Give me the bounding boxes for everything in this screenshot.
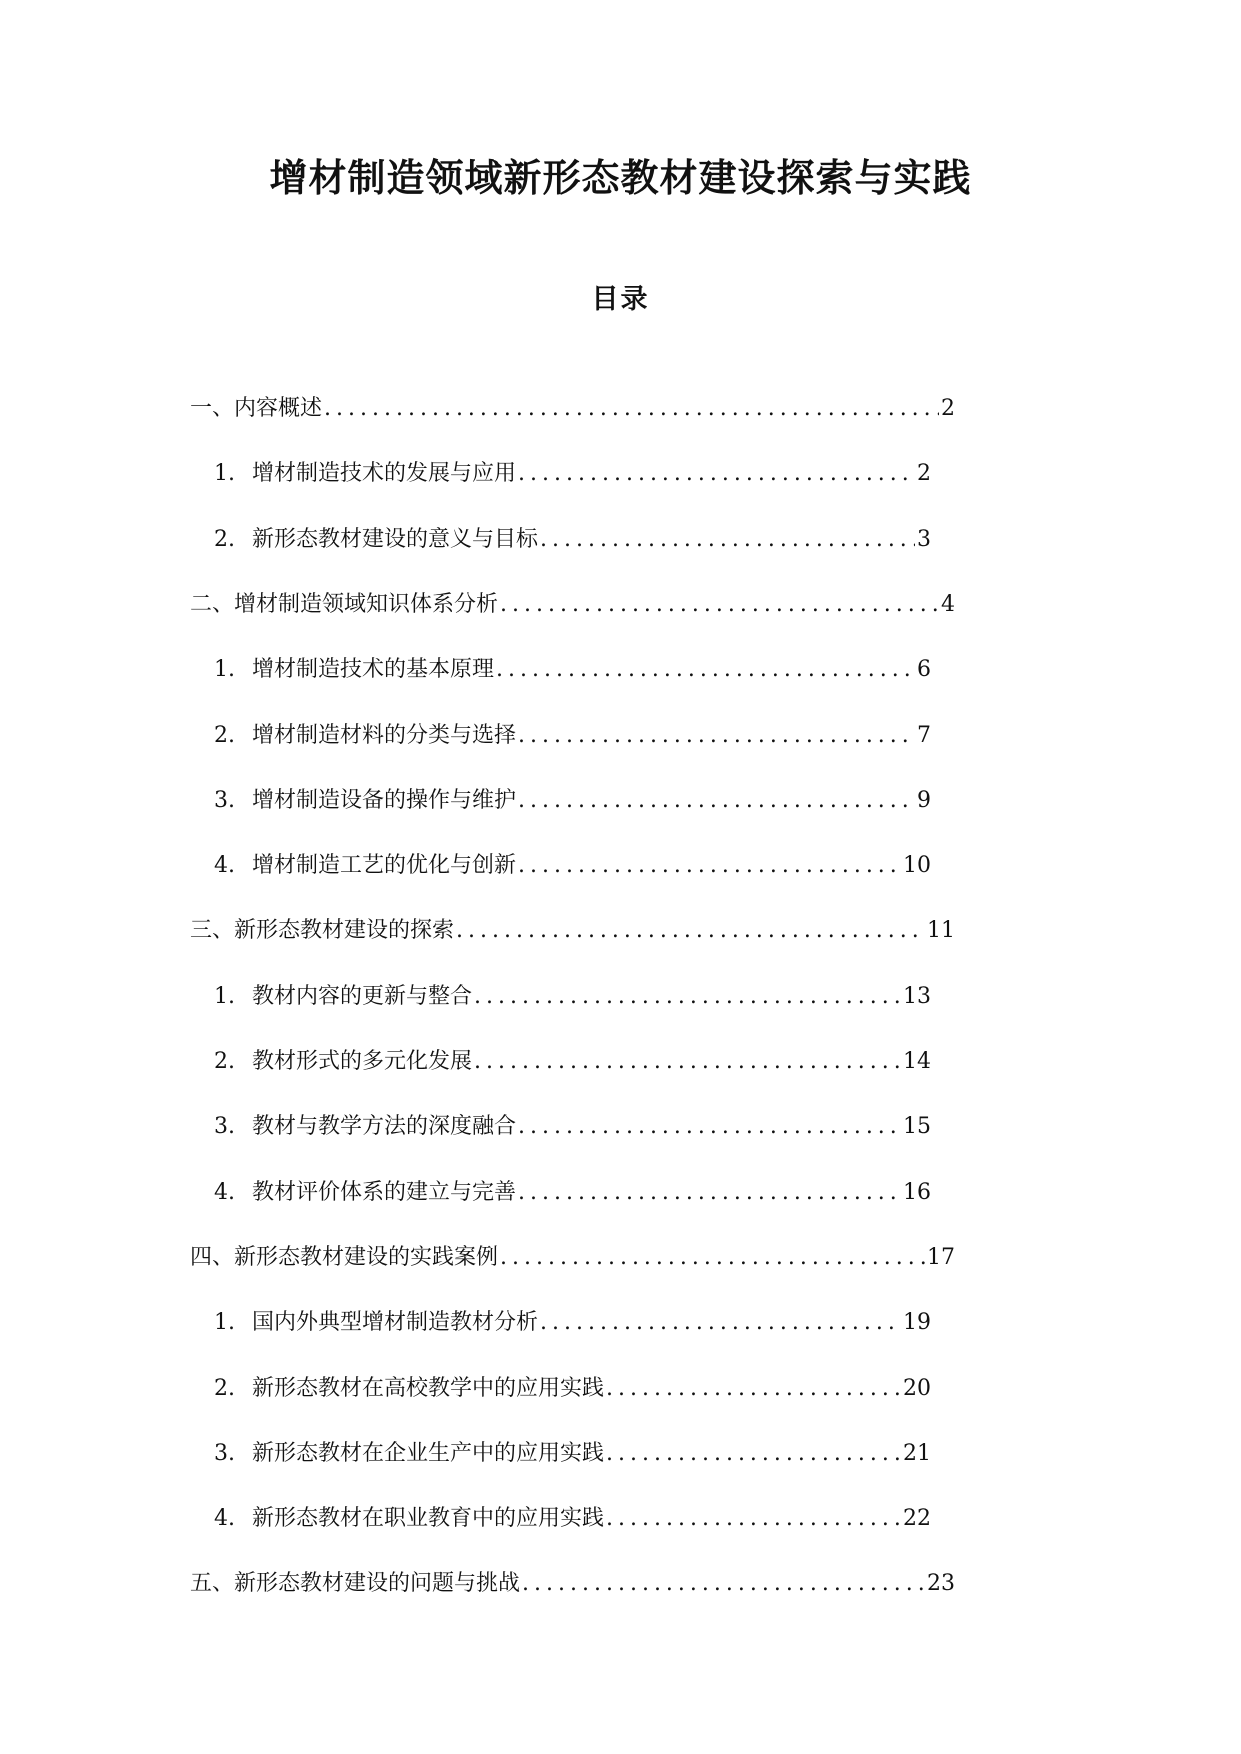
toc-entry-number: 2. [214,722,235,748]
document-title: 增材制造领域新形态教材建设探索与实践 [269,155,972,200]
toc-dot-leader [496,655,915,685]
toc-dot-leader [518,1178,901,1208]
toc-entry-page-number: 19 [903,1310,931,1336]
toc-heading: 目录 [591,284,650,315]
toc-dot-leader [474,1047,901,1077]
toc-entry-page-number: 16 [903,1179,931,1205]
toc-entry-label: 三、新形态教材建设的探索 [190,918,455,944]
toc-entry-page-number: 21 [903,1440,931,1466]
toc-entry-page-number: 2 [917,461,931,487]
toc-entry[interactable] [214,1168,931,1208]
toc-entry-page-number: 7 [917,722,931,748]
toc-entry-number: 2. [214,1049,235,1074]
toc-entry-page-number: 13 [903,983,931,1009]
toc-entry-label: 四、新形态教材建设的实践案例 [190,1244,499,1270]
toc-entry-label: 教材与教学方法的深度融合 [252,1114,517,1140]
toc-dot-leader [606,1374,901,1404]
toc-entry-number: 3. [214,1440,235,1466]
toc-entry[interactable] [214,1494,931,1534]
toc-entry-page-number: 20 [903,1375,931,1401]
toc-entry-page-number: 17 [927,1244,955,1270]
toc-entry-page-number: 6 [917,657,931,683]
toc-entry[interactable] [214,776,931,816]
toc-entry-label: 新形态教材在职业教育中的应用实践 [252,1506,605,1532]
toc-entry-label: 增材制造工艺的优化与创新 [252,853,517,879]
toc-dot-leader [518,1112,901,1142]
toc-entry[interactable] [190,906,955,946]
toc-entry-label: 增材制造材料的分类与选择 [252,722,517,748]
toc-dot-leader [606,1504,901,1534]
toc-entry-number: 1. [214,461,235,487]
toc-entry-label: 新形态教材建设的意义与目标 [252,526,539,552]
toc-entry-label: 教材评价体系的建立与完善 [252,1179,517,1205]
toc-dot-leader [474,982,901,1012]
toc-dot-leader [456,916,925,946]
toc-dot-leader [518,786,915,816]
toc-dot-leader [522,1569,925,1599]
toc-entry[interactable] [214,1298,931,1338]
toc-entry-label: 五、新形态教材建设的问题与挑战 [190,1571,521,1597]
toc-entry[interactable] [214,972,931,1012]
toc-entry[interactable] [190,1559,955,1599]
toc-entry-label: 增材制造设备的操作与维护 [252,787,517,813]
toc-entry-page-number: 3 [917,526,931,552]
toc-entry-page-number: 11 [927,918,955,944]
toc-entry-label: 教材形式的多元化发展 [252,1049,473,1074]
toc-entry-label: 新形态教材在高校教学中的应用实践 [252,1375,605,1401]
toc-dot-leader [518,721,915,751]
toc-entry-label: 增材制造技术的发展与应用 [252,461,517,487]
toc-entry-page-number: 23 [927,1571,955,1597]
toc-entry[interactable] [214,711,931,751]
toc-entry-label: 增材制造技术的基本原理 [252,657,495,683]
toc-entry-number: 3. [214,1114,235,1140]
toc-entry[interactable] [214,1429,931,1469]
toc-dot-leader [518,851,901,881]
toc-dot-leader [518,459,915,489]
toc-entry[interactable] [190,384,955,424]
toc-entry-number: 2. [214,1375,235,1401]
toc-entry-number: 2. [214,526,235,552]
toc-entry-label: 新形态教材在企业生产中的应用实践 [252,1440,605,1466]
toc-entry[interactable] [214,1037,931,1077]
toc-dot-leader [606,1439,901,1469]
toc-entry[interactable] [190,580,955,620]
toc-entry-number: 1. [214,657,235,683]
toc-entry-label: 国内外典型增材制造教材分析 [252,1310,539,1336]
toc-entry-page-number: 2 [941,396,955,421]
toc-entry[interactable] [214,449,931,489]
toc-entry-number: 1. [214,983,235,1009]
toc-entry-page-number: 9 [917,787,931,813]
toc-entry-number: 4. [214,853,235,879]
toc-entry-page-number: 10 [903,853,931,879]
toc-dot-leader [540,525,915,555]
toc-dot-leader [500,590,939,620]
toc-entry-page-number: 22 [903,1506,931,1532]
toc-entry-page-number: 15 [903,1114,931,1140]
toc-entry[interactable] [190,1233,955,1273]
toc-dot-leader [540,1308,901,1338]
toc-entry[interactable] [214,841,931,881]
toc-entry-page-number: 4 [941,591,955,617]
toc-entry[interactable] [214,1102,931,1142]
toc-entry[interactable] [214,515,931,555]
toc-entry-label: 一、内容概述 [190,396,323,421]
toc-entry-number: 4. [214,1179,235,1205]
toc-entry-label: 教材内容的更新与整合 [252,983,473,1009]
toc-entry-number: 1. [214,1310,235,1336]
toc-entry-number: 3. [214,787,235,813]
toc-dot-leader [324,394,939,424]
toc-entry-page-number: 14 [903,1049,931,1074]
toc-entry-label: 二、增材制造领域知识体系分析 [190,591,499,617]
toc-entry-number: 4. [214,1506,235,1532]
toc-dot-leader [500,1243,925,1273]
toc-entry[interactable] [214,1364,931,1404]
toc-entry[interactable] [214,645,931,685]
